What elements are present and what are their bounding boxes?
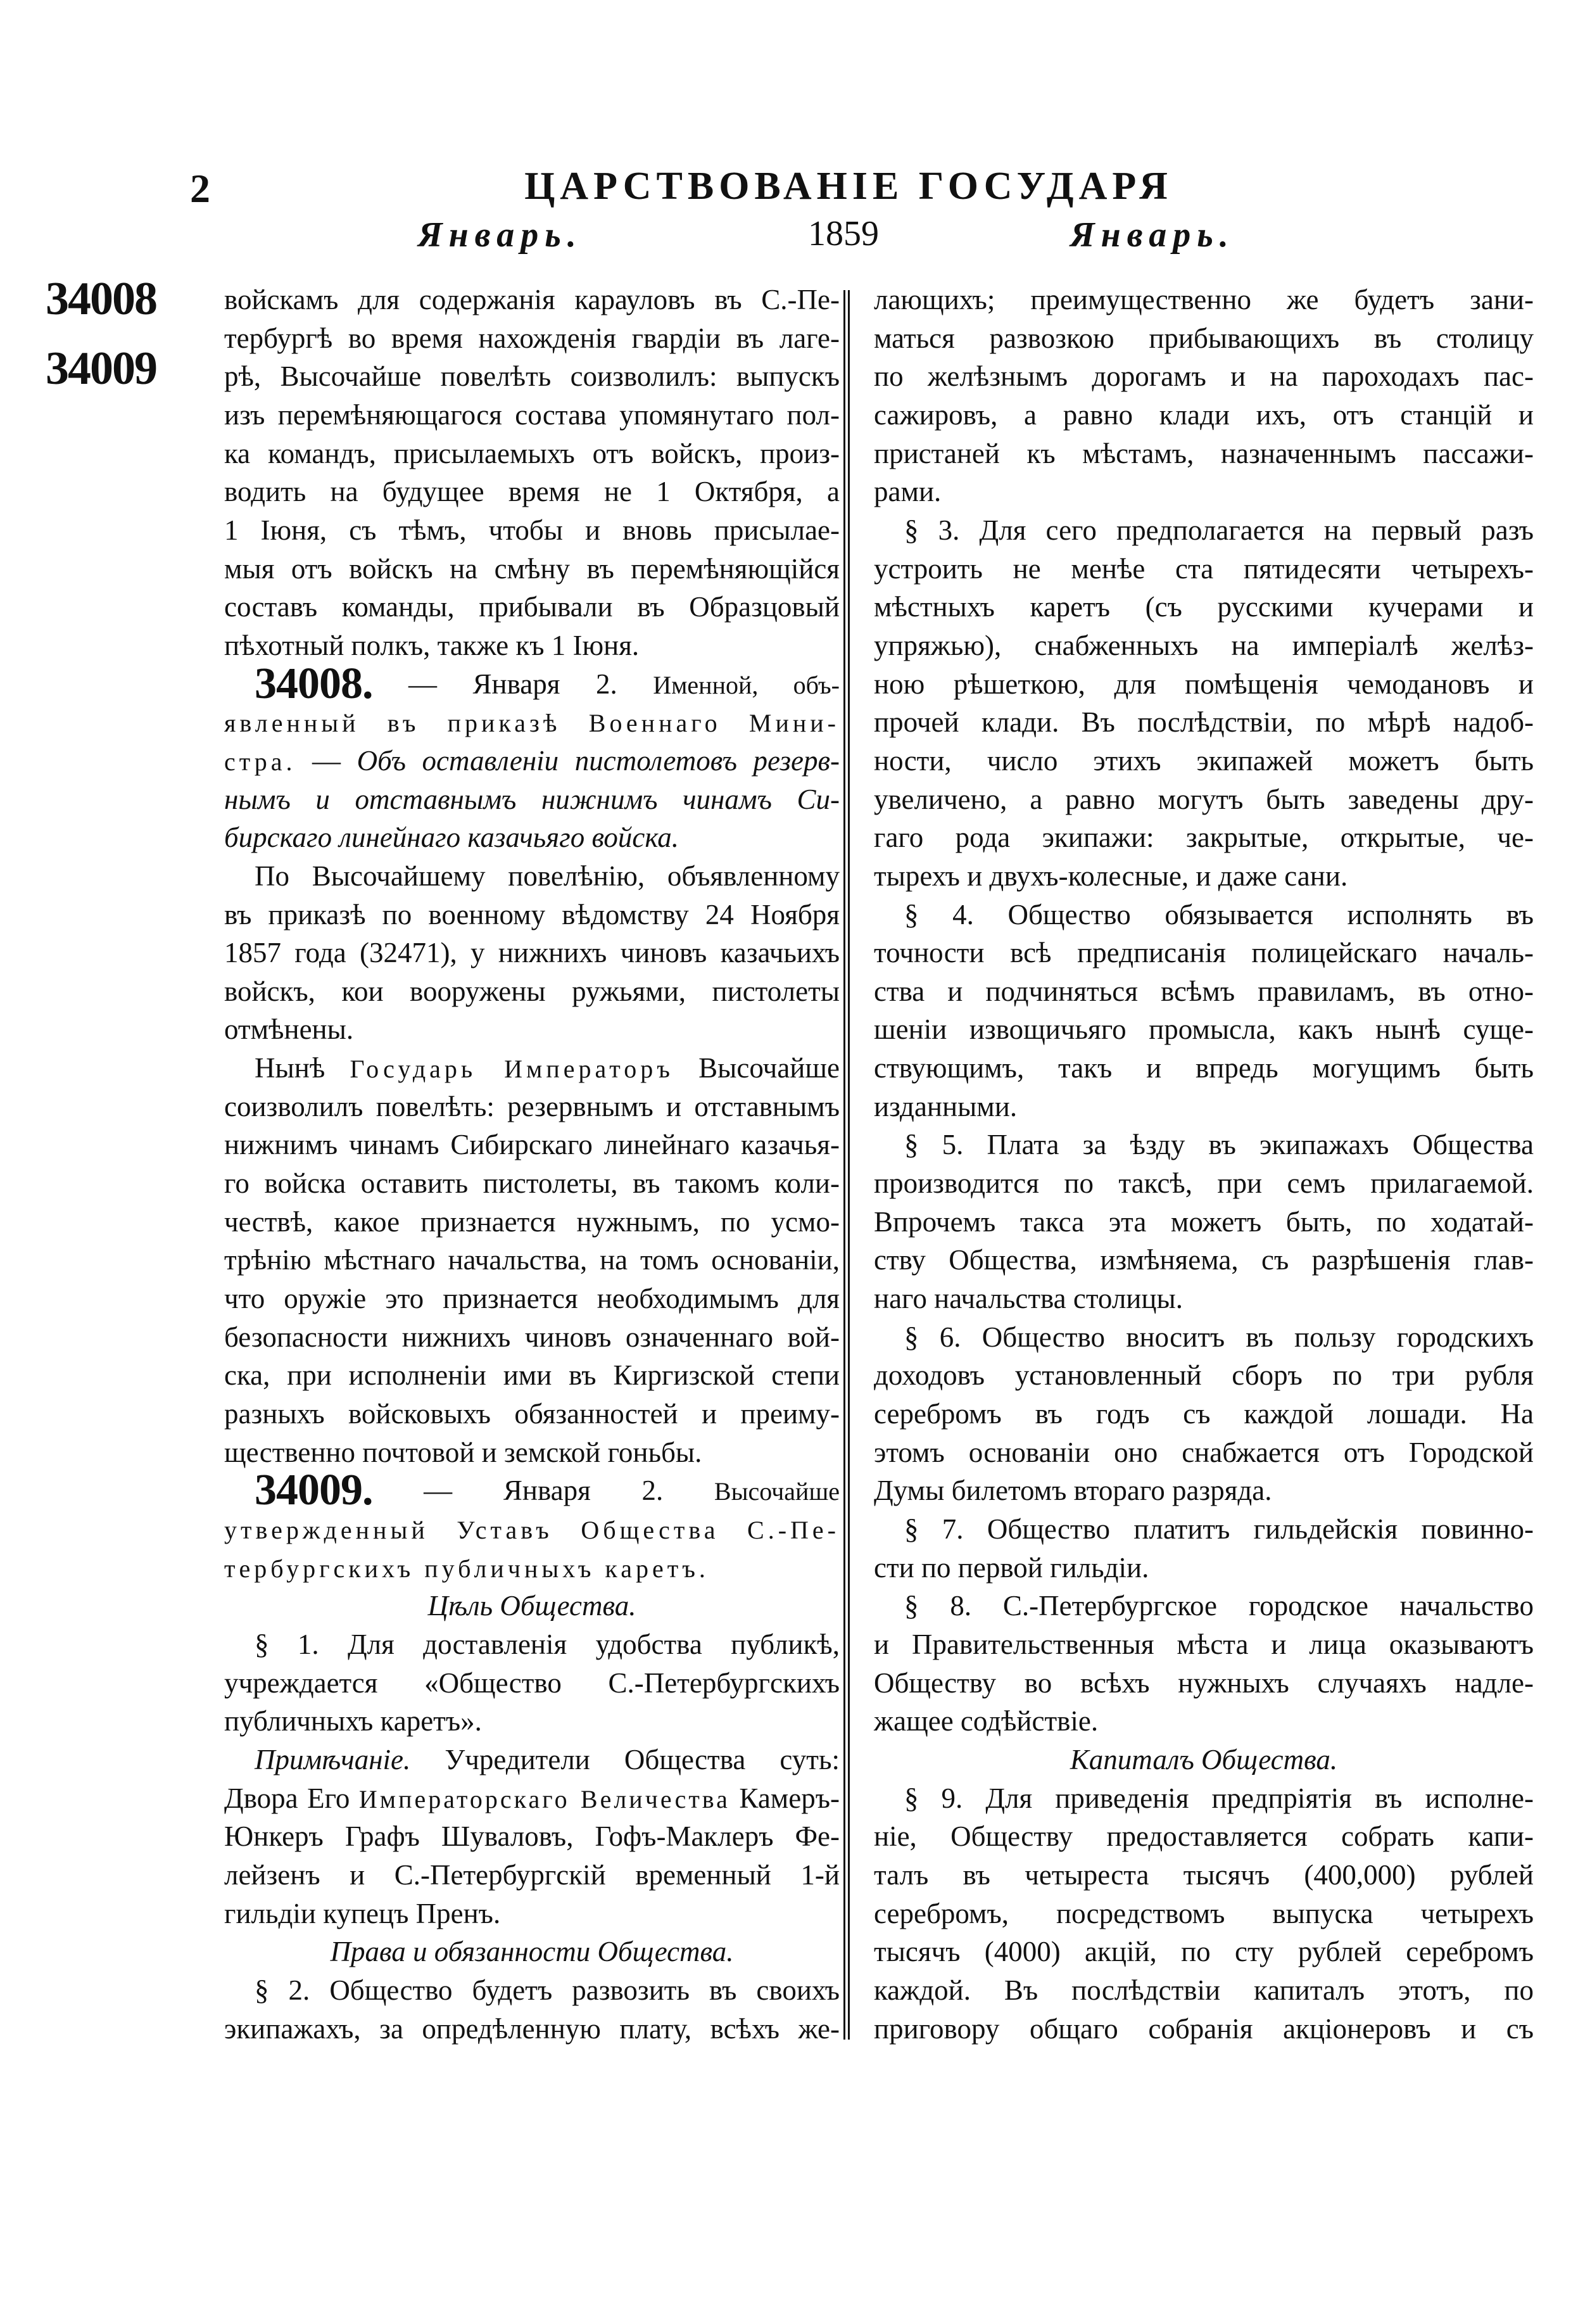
- text-line: [874, 742, 1534, 780]
- text-line: [874, 703, 1534, 742]
- text-segment: упряжью), снабженныхъ на имперіалѣ желѣз-: [874, 629, 1534, 661]
- text-line: [874, 1010, 1534, 1049]
- text-line: [874, 1279, 1534, 1318]
- text-line: [224, 2010, 840, 2048]
- text-line: [874, 1395, 1534, 1433]
- text-segment: го войска оставить пистолеты, въ такомъ коли-: [224, 1167, 840, 1200]
- text-segment: маться развозкою прибывающихъ въ столицу: [874, 322, 1534, 354]
- text-line: [224, 1395, 840, 1433]
- text-line: [224, 857, 840, 896]
- text-line: [224, 1779, 840, 1818]
- law-number: 34009.: [255, 1466, 373, 1515]
- text-segment: § 7. Общество платитъ гильдейскія повинно-: [904, 1513, 1534, 1545]
- text-segment: § 9. Для приведенія предпріятія въ исполне-: [904, 1782, 1534, 1814]
- text-line: [224, 1010, 840, 1049]
- text-line: [224, 1356, 840, 1395]
- italic-text: Цѣль Общества.: [427, 1590, 636, 1622]
- text-line: [874, 896, 1534, 934]
- text-line: [224, 703, 840, 742]
- text-segment: трѣнію мѣстнаго начальства, на томъ основаніи,: [224, 1244, 840, 1276]
- text-segment: тербургѣ во время нахожденія гвардіи въ лаге-: [224, 322, 840, 354]
- text-segment: каждой. Въ послѣдствіи капиталъ этотъ, по: [874, 1974, 1534, 2006]
- text-line: [224, 435, 840, 473]
- text-line: [874, 934, 1534, 972]
- text-segment: производится по таксѣ, при семъ прилагаемой.: [874, 1167, 1534, 1200]
- text-segment: шеніи извощичьяго промысла, какъ нынѣ суще-: [874, 1013, 1534, 1046]
- left-column: [224, 281, 840, 2048]
- text-segment: нижнимъ чинамъ Сибирскаго линейнаго казачья-: [224, 1129, 840, 1161]
- month-left: Январь.: [418, 215, 583, 255]
- text-line: [224, 1587, 840, 1625]
- italic-text: нымъ и отставнымъ нижнимъ чинамъ Си-: [224, 783, 840, 815]
- text-segment: изъ перемѣняющагося состава упомянутаго пол-: [224, 398, 840, 431]
- text-segment: Камеръ-: [729, 1782, 840, 1814]
- text-segment: гаго рода экипажи: закрытые, открытые, че-: [874, 822, 1534, 854]
- text-segment: ствующимъ, такъ и впредь могущимъ быть: [874, 1052, 1534, 1084]
- text-line: [874, 665, 1534, 704]
- text-line: [874, 435, 1534, 473]
- text-line: [224, 1817, 840, 1856]
- text-line: [224, 1510, 840, 1549]
- text-segment: Именной, объ-: [653, 670, 840, 699]
- text-segment: прочей клади. Въ послѣдствіи, по мѣрѣ надоб-: [874, 706, 1534, 739]
- text-segment: 1857 года (32471), у нижнихъ чиновъ казачьихъ: [224, 937, 840, 969]
- text-line: [224, 588, 840, 626]
- column-divider: [843, 290, 850, 2040]
- text-segment: отмѣнены.: [224, 1013, 354, 1046]
- text-line: [224, 1126, 840, 1164]
- text-segment: — Января 2.: [372, 668, 653, 700]
- text-line: [874, 1587, 1534, 1625]
- text-line: [874, 2010, 1534, 2048]
- text-segment: Учредители Общества суть:: [410, 1743, 840, 1775]
- text-line: [224, 511, 840, 550]
- text-segment: § 2. Общество будетъ развозить въ своихъ: [255, 1974, 840, 2006]
- text-segment: сажировъ, а равно клади ихъ, отъ станцій и: [874, 398, 1534, 431]
- text-line: [874, 396, 1534, 435]
- text-segment: стра.: [224, 747, 296, 776]
- text-segment: лейзенъ и С.-Петербургскій временный 1-й: [224, 1858, 840, 1891]
- text-segment: Императорскаго Величества: [358, 1784, 730, 1813]
- text-segment: § 1. Для доставленія удобства публикѣ,: [255, 1628, 840, 1660]
- text-line: [874, 588, 1534, 626]
- text-segment: Высочайше: [714, 1477, 840, 1506]
- text-segment: § 4. Общество обязывается исполнять въ: [904, 898, 1534, 930]
- text-line: [224, 742, 840, 780]
- text-line: [874, 1625, 1534, 1664]
- text-line: [874, 1971, 1534, 2010]
- text-line: [874, 1549, 1534, 1587]
- text-line: [874, 1088, 1534, 1126]
- text-segment: ною рѣшеткою, для помѣщенія чемодановъ и: [874, 668, 1534, 700]
- text-line: [874, 818, 1534, 857]
- italic-text: бирскаго линейнаго казачьяго войска.: [224, 822, 679, 854]
- month-right: Январь.: [1070, 215, 1235, 255]
- text-line: [874, 1164, 1534, 1203]
- text-line: [874, 1741, 1534, 1779]
- text-line: [874, 1126, 1534, 1164]
- text-line: [874, 780, 1534, 819]
- text-line: [874, 1510, 1534, 1549]
- text-segment: § 6. Общество вноситъ въ пользу городскихъ: [904, 1321, 1534, 1353]
- text-line: [874, 1895, 1534, 1933]
- text-line: [224, 1933, 840, 1971]
- text-line: [224, 934, 840, 972]
- text-segment: рѣ, Высочайше повелѣть соизволилъ: выпускъ: [224, 360, 840, 393]
- text-segment: явленный въ приказѣ Военнаго Мини-: [224, 709, 840, 738]
- text-line: [224, 1241, 840, 1279]
- italic-text: Права и обязанности Общества.: [330, 1936, 734, 1968]
- text-segment: этомъ основаніи оно снабжается отъ Городской: [874, 1436, 1534, 1468]
- text-segment: мѣстныхъ каретъ (съ русскими кучерами и: [874, 591, 1534, 623]
- text-line: [874, 972, 1534, 1011]
- margin-law-number: 34008: [46, 273, 156, 325]
- text-segment: тербургскихъ публичныхъ каретъ.: [224, 1554, 709, 1583]
- text-line: [224, 1702, 840, 1741]
- text-segment: § 3. Для сего предполагается на первый разъ: [904, 514, 1534, 546]
- text-segment: и Правительственныя мѣста и лица оказываютъ: [874, 1628, 1534, 1660]
- text-line: [224, 1088, 840, 1126]
- text-line: [874, 550, 1534, 588]
- text-segment: увеличено, а равно могутъ быть заведены дру-: [874, 783, 1534, 815]
- text-segment: § 8. С.-Петербургское городское начальство: [904, 1590, 1534, 1622]
- text-segment: мыя отъ войскъ на смѣну въ перемѣняющійся: [224, 552, 840, 585]
- text-segment: жащее содѣйствіе.: [874, 1705, 1099, 1737]
- text-line: [224, 780, 840, 819]
- text-segment: гильдіи купецъ Пренъ.: [224, 1897, 501, 1929]
- text-line: [224, 1625, 840, 1664]
- text-segment: Государь Императоръ: [350, 1055, 674, 1084]
- law-number: 34008.: [255, 659, 373, 708]
- text-line: [874, 1702, 1534, 1741]
- text-segment: Впрочемъ такса эта можетъ быть, по ходатай-: [874, 1205, 1534, 1238]
- text-line: [224, 1664, 840, 1703]
- text-segment: Думы билетомъ втораго разряда.: [874, 1475, 1272, 1507]
- text-line: [224, 1279, 840, 1318]
- text-segment: войскъ, кои вооружены ружьями, пистолеты: [224, 975, 840, 1007]
- text-line: [874, 1241, 1534, 1279]
- text-segment: рами.: [874, 476, 942, 508]
- text-line: [224, 818, 840, 857]
- text-segment: тысячъ (4000) акцій, по сту рублей серебромъ: [874, 1936, 1534, 1968]
- text-segment: лающихъ; преимущественно же будетъ зани-: [874, 284, 1534, 315]
- text-line: [224, 319, 840, 358]
- text-segment: Высочайше: [673, 1052, 840, 1084]
- text-segment: ніе, Обществу предоставляется собрать капи-: [874, 1820, 1534, 1853]
- running-title: ЦАРСТВОВАНІЕ ГОСУДАРЯ: [524, 165, 1173, 208]
- text-line: [224, 396, 840, 435]
- text-line: [224, 1741, 840, 1779]
- text-line: [224, 1549, 840, 1587]
- text-line: [224, 357, 840, 396]
- text-segment: водить на будущее время не 1 Октября, а: [224, 476, 840, 508]
- text-line: [874, 626, 1534, 665]
- text-line: [874, 357, 1534, 396]
- text-line: [224, 473, 840, 511]
- text-segment: ска, при исполненіи ими въ Киргизской степи: [224, 1359, 840, 1392]
- text-segment: Юнкеръ Графъ Шуваловъ, Гофъ-Маклеръ Фе-: [224, 1820, 840, 1853]
- text-segment: § 5. Плата за ѣзду въ экипажахъ Общества: [904, 1129, 1534, 1161]
- text-line: [874, 1471, 1534, 1510]
- text-segment: пристаней къ мѣстамъ, назначеннымъ пассажи-: [874, 437, 1534, 469]
- text-segment: войскамъ для содержанія карауловъ въ С.-Пе-: [224, 284, 840, 315]
- italic-text: Капиталъ Общества.: [1070, 1743, 1338, 1775]
- text-line: [224, 1971, 840, 2010]
- text-segment: Двора Его: [224, 1782, 359, 1814]
- text-line: [874, 281, 1534, 319]
- text-segment: серебромъ, посредствомъ выпуска четырехъ: [874, 1897, 1534, 1929]
- text-segment: Нынѣ: [255, 1052, 350, 1084]
- text-segment: тырехъ и двухъ-колесные, и даже сани.: [874, 860, 1348, 892]
- text-line: [874, 1203, 1534, 1241]
- text-segment: ства и подчиняться всѣмъ правиламъ, въ отно-: [874, 975, 1534, 1007]
- text-segment: приговору общаго собранія акціонеровъ и съ: [874, 2012, 1534, 2045]
- text-segment: что оружіе это признается необходимымъ для: [224, 1283, 840, 1315]
- text-line: [224, 1466, 840, 1515]
- italic-text: Примѣчаніе.: [255, 1743, 411, 1775]
- text-segment: изданными.: [874, 1090, 1018, 1122]
- italic-text: Объ оставленіи пистолетовъ резерв-: [357, 744, 840, 777]
- text-line: [224, 1164, 840, 1203]
- text-segment: публичныхъ каретъ».: [224, 1705, 482, 1737]
- text-segment: утвержденный Уставъ Общества С.-Пе-: [224, 1516, 840, 1544]
- text-segment: устроить не менѣе ста пятидесяти четырехъ-: [874, 552, 1534, 585]
- text-segment: экипажахъ, за опредѣленную плату, всѣхъ же-: [224, 2012, 840, 2045]
- text-segment: — Января 2.: [372, 1475, 714, 1507]
- text-line: [874, 1049, 1534, 1088]
- text-segment: по желѣзнымъ дорогамъ и на пароходахъ пас-: [874, 360, 1534, 393]
- text-line: [224, 550, 840, 588]
- text-line: [874, 319, 1534, 358]
- text-line: [874, 1433, 1534, 1472]
- text-segment: щественно почтовой и земской гоньбы.: [224, 1436, 702, 1468]
- text-segment: соизволилъ повелѣть: резервнымъ и отставнымъ: [224, 1090, 840, 1122]
- margin-law-number: 34009: [46, 343, 156, 395]
- text-segment: сти по первой гильдіи.: [874, 1551, 1149, 1584]
- text-line: [224, 1856, 840, 1895]
- text-line: [874, 511, 1534, 550]
- text-segment: серебромъ въ годъ съ каждой лошади. На: [874, 1398, 1534, 1430]
- text-line: [874, 1856, 1534, 1895]
- text-line: [874, 857, 1534, 896]
- text-line: [874, 1817, 1534, 1856]
- year: 1859: [808, 214, 879, 253]
- text-line: [224, 281, 840, 319]
- text-segment: составъ команды, прибывали въ Образцовый: [224, 591, 840, 623]
- text-segment: ка командъ, присылаемыхъ отъ войскъ, произ-: [224, 437, 840, 469]
- text-segment: —: [296, 744, 357, 777]
- text-line: [874, 473, 1534, 511]
- text-line: [874, 1318, 1534, 1357]
- text-segment: наго начальства столицы.: [874, 1283, 1183, 1315]
- text-segment: разныхъ войсковыхъ обязанностей и преиму-: [224, 1398, 840, 1430]
- text-segment: пѣхотный полкъ, также къ 1 Іюня.: [224, 629, 640, 661]
- text-segment: 1 Іюня, съ тѣмъ, чтобы и вновь присылае-: [224, 514, 840, 546]
- text-line: [224, 896, 840, 934]
- text-line: [224, 1895, 840, 1933]
- text-segment: учреждается «Общество С.-Петербургскихъ: [224, 1667, 840, 1699]
- text-segment: безопасности нижнихъ чиновъ означеннаго вой-: [224, 1321, 840, 1353]
- text-segment: доходовъ установленный сборъ по три рубля: [874, 1359, 1534, 1392]
- text-line: [874, 1779, 1534, 1818]
- text-segment: Обществу во всѣхъ нужныхъ случаяхъ надле-: [874, 1667, 1534, 1699]
- text-segment: По Высочайшему повелѣнію, объявленному: [255, 860, 840, 892]
- text-line: [224, 1049, 840, 1088]
- text-line: [224, 972, 840, 1011]
- text-line: [224, 659, 840, 708]
- page-number: 2: [190, 166, 210, 211]
- text-segment: ности, число этихъ экипажей можетъ быть: [874, 744, 1534, 777]
- right-column: [874, 281, 1534, 2048]
- text-segment: точности всѣ предписанія полицейскаго началь-: [874, 937, 1534, 969]
- text-segment: ству Общества, измѣняема, съ разрѣшенія глав-: [874, 1244, 1534, 1276]
- text-line: [224, 1203, 840, 1241]
- text-line: [874, 1664, 1534, 1703]
- text-segment: чествѣ, какое признается нужнымъ, по усмо-: [224, 1205, 840, 1238]
- text-line: [874, 1356, 1534, 1395]
- text-segment: талъ въ четыреста тысячъ (400,000) рублей: [874, 1858, 1534, 1891]
- text-line: [874, 1933, 1534, 1971]
- text-line: [224, 1318, 840, 1357]
- text-segment: въ приказѣ по военному вѣдомству 24 Ноября: [224, 898, 840, 930]
